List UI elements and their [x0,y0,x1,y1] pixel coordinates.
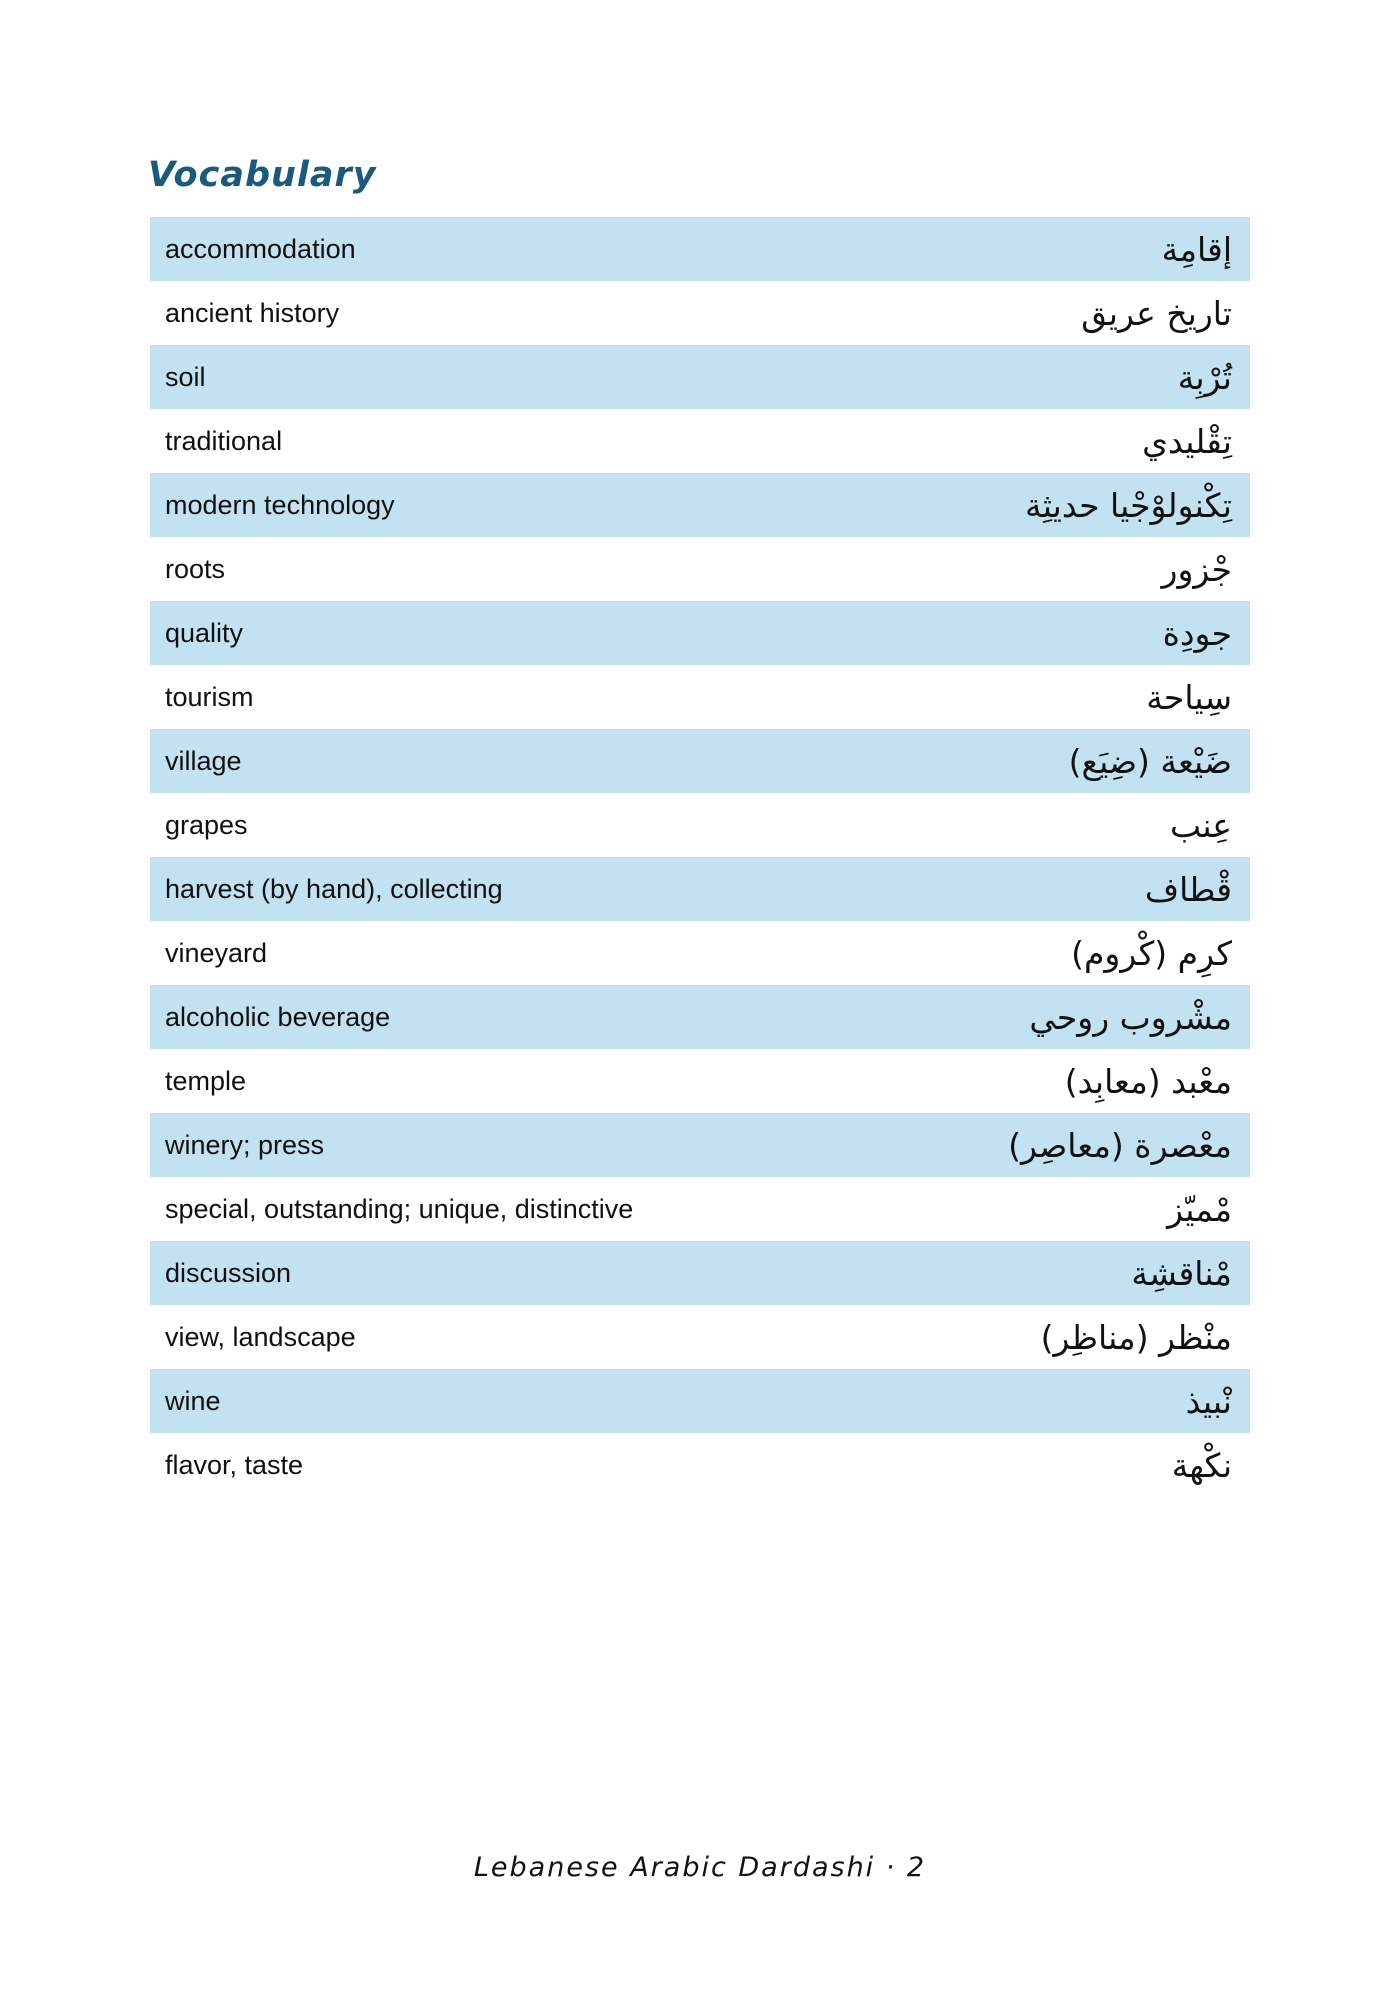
english-term: discussion [165,1257,292,1288]
english-term: tourism [165,681,254,712]
table-row [150,857,1250,921]
table-row [150,985,1250,1049]
table-row [150,537,1250,601]
arabic-term: كرِم (كْروم) [1071,933,1232,973]
arabic-term: نكْهة [1171,1445,1232,1485]
arabic-term: مشْروب روحي [1029,997,1232,1037]
table-row [150,345,1250,409]
arabic-term: عِنب [1169,805,1232,845]
vocabulary-table [150,217,1250,1497]
arabic-term: منْظر (مناظِر) [1040,1317,1232,1357]
english-term: soil [165,361,206,392]
english-term: temple [165,1065,247,1096]
table-row [150,1177,1250,1241]
english-term: roots [165,553,226,584]
table-row [150,1113,1250,1177]
arabic-term: ضَيْعة (ضِيَع) [1068,741,1232,781]
english-term: winery; press [165,1129,325,1160]
table-row [150,921,1250,985]
english-term: special, outstanding; unique, distinctive [165,1193,634,1224]
table-row [150,1369,1250,1433]
english-term: ancient history [165,297,340,328]
arabic-term: سِياحة [1146,677,1232,717]
table-row [150,281,1250,345]
page-footer: Lebanese Arabic Dardashi · 2 [473,1852,927,1883]
page-title: Vocabulary [148,155,377,195]
english-term: accommodation [165,233,356,264]
arabic-term: مْميّز [1167,1189,1232,1229]
table-row [150,1049,1250,1113]
english-term: wine [165,1385,221,1416]
arabic-term: تِكْنولوْجْيا حديثِة [1025,485,1232,525]
english-term: quality [165,617,244,648]
arabic-term: قْطاف [1144,869,1232,909]
arabic-term: تِقْليدي [1142,421,1232,461]
arabic-term: تاريخ عريق [1081,293,1232,333]
english-term: view, landscape [165,1321,356,1352]
english-term: village [165,745,242,776]
table-row [150,1433,1250,1497]
arabic-term: جْزور [1161,549,1232,589]
table-row [150,473,1250,537]
arabic-term: مْناقشِة [1131,1253,1232,1293]
arabic-term: نْبيذ [1185,1381,1232,1421]
table-row [150,665,1250,729]
table-row [150,1241,1250,1305]
arabic-term: إقامِة [1161,229,1232,269]
table-row [150,601,1250,665]
english-term: flavor, taste [165,1449,304,1480]
english-term: traditional [165,425,283,456]
arabic-term: تُرْبِة [1177,357,1232,397]
table-row [150,793,1250,857]
english-term: alcoholic beverage [165,1001,391,1032]
table-row [150,409,1250,473]
english-term: grapes [165,809,248,840]
english-term: harvest (by hand), collecting [165,873,503,904]
table-row [150,729,1250,793]
table-row [150,1305,1250,1369]
arabic-term: معْبد (معابِد) [1064,1061,1232,1101]
english-term: vineyard [165,937,268,968]
arabic-term: جودِة [1162,613,1232,653]
english-term: modern technology [165,489,395,520]
table-row [150,217,1250,281]
arabic-term: معْصرة (معاصِر) [1008,1125,1232,1165]
